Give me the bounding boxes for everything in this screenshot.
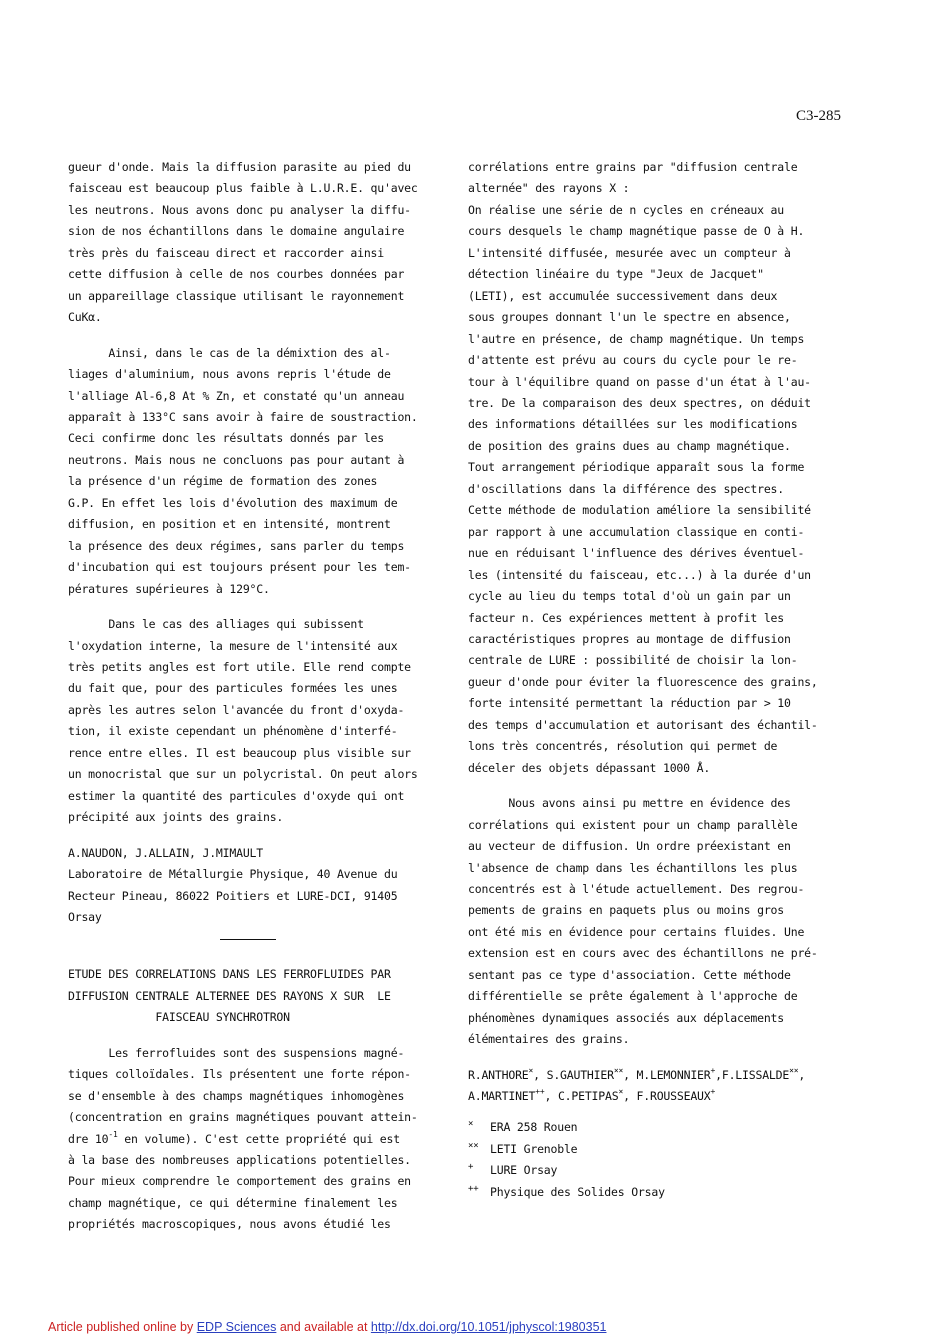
text-line: DIFFUSION CENTRALE ALTERNEE DES RAYONS X SUR LE [68, 988, 391, 1003]
text-line: ont été mis en évidence pour certains fluides. Une [468, 924, 805, 939]
affiliation-text: LETI Grenoble [490, 1141, 578, 1156]
paragraph [68, 343, 448, 600]
text-line: à la base des nombreuses applications potentielles. [68, 1153, 411, 1168]
article-title [68, 964, 448, 1028]
text-line: liages d'aluminium, nous avons repris l'étude de [68, 367, 391, 382]
text-line: des temps d'accumulation et autorisant des échantil- [468, 717, 818, 732]
text-line: tiques colloïdales. Ils présentent une forte répon- [68, 1067, 411, 1082]
text-line: neutrons. Mais nous ne concluons pas pour autant à [68, 452, 405, 467]
text-line: Ainsi, dans le cas de la démixtion des al- [68, 345, 391, 360]
text-line: déceler des objets dépassant 1000 Å. [468, 760, 711, 775]
text-line: Ceci confirme donc les résultats donnés par les [68, 431, 385, 446]
author-name: M.LEMONNIER [636, 1067, 711, 1082]
author-name: R.ANTHORE [468, 1067, 529, 1082]
text-line: (concentration en grains magnétiques pouvant attein- [68, 1110, 418, 1125]
text-line: extension est en cours avec des échantillons ne pré- [468, 946, 818, 961]
text-line: Laboratoire de Métallurgie Physique, 40 Avenue du [68, 867, 398, 882]
paragraph [68, 157, 448, 329]
paragraph [68, 614, 448, 829]
left-column [68, 157, 448, 1236]
text-line: au vecteur de diffusion. Un ordre préexistant en [468, 839, 791, 854]
text-line: estimer la quantité des particules d'oxyde qui ont [68, 788, 405, 803]
text-line: FAISCEAU SYNCHROTRON [68, 1010, 290, 1025]
author-name: C.PETIPAS [557, 1089, 619, 1104]
text-line: sion de nos échantillons dans le domaine angulaire [68, 224, 405, 239]
text-line: détection linéaire du type "Jeux de Jacquet" [468, 267, 764, 282]
text-line: On réalise une série de n cycles en créneaux au [468, 202, 785, 217]
affiliation-item [468, 1117, 853, 1138]
text-line: tre. De la comparaison des deux spectres, on déduit [468, 395, 811, 410]
affiliation-mark: ×× [789, 1065, 799, 1075]
text-line: Recteur Pineau, 86022 Poitiers et LURE-DCI, 91405 [68, 888, 398, 903]
affiliation-text: Physique des Solides Orsay [490, 1184, 665, 1199]
text-line: gueur d'onde pour éviter la fluorescence des grains, [468, 674, 818, 689]
footer-notice: Article published online by EDP Sciences and available at http://dx.doi.org/10.1051/jphyscol:1980351 [48, 1320, 607, 1334]
author-list: A.NAUDON, J.ALLAIN, J.MIMAULT [68, 845, 263, 860]
text-line: L'intensité diffusée, mesurée avec un compteur à [468, 245, 791, 260]
text-line: champ magnétique, ce qui détermine finalement les [68, 1195, 398, 1210]
text-line: cours desquels le champ magnétique passe de O à H. [468, 224, 805, 239]
paragraph [468, 793, 853, 1050]
text-line: la présence des deux régimes, sans parler du temps [68, 538, 405, 553]
text-line: la présence d'un régime de formation des zones [68, 474, 378, 489]
paragraph [468, 157, 853, 779]
text-line: tour à l'équilibre quand on passe d'un état à l'au- [468, 374, 811, 389]
affiliation-mark: ++ [535, 1087, 545, 1097]
text-line: Dans le cas des alliages qui subissent [68, 617, 364, 632]
doi-link[interactable]: http://dx.doi.org/10.1051/jphyscol:1980351 [370, 1320, 607, 1334]
author-name: F.ROUSSEAUX [636, 1089, 711, 1104]
text-line: sentant pas ce type d'association. Cette méthode [468, 967, 791, 982]
text-line: facteur n. Ces expériences mettent à profit les [468, 610, 785, 625]
affiliation-mark: + [710, 1087, 716, 1097]
text-line: rence entre elles. Il est beaucoup plus visible sur [68, 745, 411, 760]
text-line: dre $10^{-1}$ en volume). C'est cette propriété qui est [68, 1129, 400, 1146]
affiliation-mark: × [528, 1065, 534, 1075]
author-list: A.MARTINET++, C.PETIPAS×, F.ROUSSEAUX+ [468, 1087, 716, 1104]
right-column [468, 157, 853, 1203]
text-line: diffusion, en position et en intensité, montrent [68, 517, 391, 532]
paragraph [68, 1150, 448, 1236]
affiliation-mark: + [468, 1162, 474, 1173]
text-line: Les ferrofluides sont des suspensions magné- [68, 1045, 405, 1060]
text-line: caractéristiques propres au montage de diffusion [468, 631, 791, 646]
text-line: cette diffusion à celle de nos courbes données par [68, 267, 405, 282]
text-line: d'attente est prévu au cours du cycle pour le re- [468, 353, 798, 368]
text-line: les neutrons. Nous avons donc pu analyser la diffu- [68, 202, 411, 217]
text-line: précipité aux joints des grains. [68, 810, 284, 825]
text-line: très près du faisceau direct et raccorder ainsi [68, 245, 385, 260]
publisher-link[interactable]: EDP Sciences [196, 1320, 277, 1334]
text-line: sous groupes donnant l'un le spectre en absence, [468, 310, 791, 325]
author-name: A.MARTINET [468, 1089, 536, 1104]
text-line: forte intensité permettant la réduction par > 10 [468, 696, 791, 711]
text-line: ETUDE DES CORRELATIONS DANS LES FERROFLUIDES PAR [68, 967, 391, 982]
text-line: phénomènes dynamiques associés aux déplacements [468, 1010, 785, 1025]
text-line: Cette méthode de modulation améliore la sensibilité [468, 503, 811, 518]
text-line: CuKα. [68, 310, 102, 325]
text-line: Tout arrangement périodique apparaît sous la forme [468, 460, 805, 475]
affiliation-item [468, 1182, 853, 1203]
text-line: de position des grains dues au champ magnétique. [468, 438, 791, 453]
text-line: se d'ensemble à des champs magnétiques inhomogènes [68, 1088, 405, 1103]
text-line: faisceau est beaucoup plus faible à L.U.R.E. qu'avec [68, 181, 418, 196]
text-line: nue en réduisant l'influence des dérives éventuel- [468, 546, 805, 561]
text-line: propriétés macroscopiques, nous avons étudié les [68, 1217, 391, 1232]
text-line: gueur d'onde. Mais la diffusion parasite au pied du [68, 160, 411, 174]
text-line: (LETI), est accumulée successivement dans deux [468, 288, 778, 303]
text-line: un monocristal que sur un polycristal. On peut alors [68, 767, 418, 782]
affiliation-mark: ×× [613, 1065, 624, 1075]
affiliation-mark: ×× [468, 1140, 479, 1151]
page-number: C3-285 [796, 108, 841, 124]
text-line: corrélations qui existent pour un champ parallèle [468, 817, 798, 832]
affiliation-item [468, 1139, 853, 1160]
text-line: différentielle se prête également à l'approche de [468, 989, 798, 1004]
text-line: l'autre en présence, de champ magnétique. Un temps [468, 331, 805, 346]
text-line: corrélations entre grains par "diffusion centrale [468, 160, 798, 174]
text-line: Nous avons ainsi pu mettre en évidence des [468, 796, 791, 811]
text-line: concentrés est à l'étude actuellement. Des regrou- [468, 881, 805, 896]
author-name: F.LISSALDE [721, 1067, 790, 1082]
text-line: du fait que, pour des particules formées les unes [68, 681, 398, 696]
text-line: cycle au lieu du temps total d'où un gain par un [468, 589, 791, 604]
text-line: l'absence de champ dans les échantillons les plus [468, 860, 798, 875]
text-line: Orsay [68, 909, 102, 924]
text-line: G.P. En effet les lois d'évolution des maximum de [68, 495, 398, 510]
text-line: après les autres selon l'avancée du front d'oxyda- [68, 702, 405, 717]
text-line: l'alliage Al-6,8 At % Zn, et constaté qu'un anneau [68, 388, 405, 403]
section-divider [220, 939, 276, 940]
text-line: lons très concentrés, résolution qui permet de [468, 739, 778, 754]
paragraph [68, 1043, 448, 1129]
text-line: très petits angles est fort utile. Elle rend compte [68, 659, 411, 674]
affiliation-mark: + [710, 1065, 716, 1075]
affiliation-mark: × [618, 1087, 624, 1097]
affiliation-mark: ++ [468, 1183, 479, 1194]
affiliation-address [68, 864, 448, 928]
text-line: centrale de LURE : possibilité de choisir la lon- [468, 653, 798, 668]
text-line: tion, il existe cependant un phénomène d'interfé- [68, 724, 398, 739]
text-line: Pour mieux comprendre le comportement des grains en [68, 1174, 411, 1189]
author-list: R.ANTHORE×, S.GAUTHIER××, M.LEMONNIER+,F.LISSALDE××, [468, 1065, 806, 1082]
text-line: alternée" des rayons X : [468, 181, 630, 196]
text-line: d'oscillations dans la différence des spectres. [468, 481, 785, 496]
author-name: S.GAUTHIER [546, 1067, 614, 1082]
text-line: l'oxydation interne, la mesure de l'intensité aux [68, 638, 398, 653]
affiliation-text: LURE Orsay [490, 1163, 558, 1178]
affiliation-item [468, 1160, 853, 1181]
text-line: pements de grains en paquets plus ou moins gros [468, 903, 785, 918]
text-line: pératures supérieures à 129°C. [68, 581, 270, 596]
affiliation-list [468, 1117, 853, 1203]
affiliation-mark: × [468, 1119, 474, 1130]
text-line: un appareillage classique utilisant le rayonnement [68, 288, 405, 303]
affiliation-text: ERA 258 Rouen [490, 1120, 578, 1135]
text-line: les (intensité du faisceau, etc...) à la durée d'un [468, 567, 811, 582]
text-line: des informations détaillées sur les modifications [468, 417, 798, 432]
text-line: d'incubation qui est toujours présent pour les tem- [68, 560, 411, 575]
text-line: apparaît à 133°C sans avoir à faire de soustraction. [68, 409, 418, 424]
text-line: par rapport à une accumulation classique en conti- [468, 524, 805, 539]
text-line: élémentaires des grains. [468, 1032, 630, 1047]
